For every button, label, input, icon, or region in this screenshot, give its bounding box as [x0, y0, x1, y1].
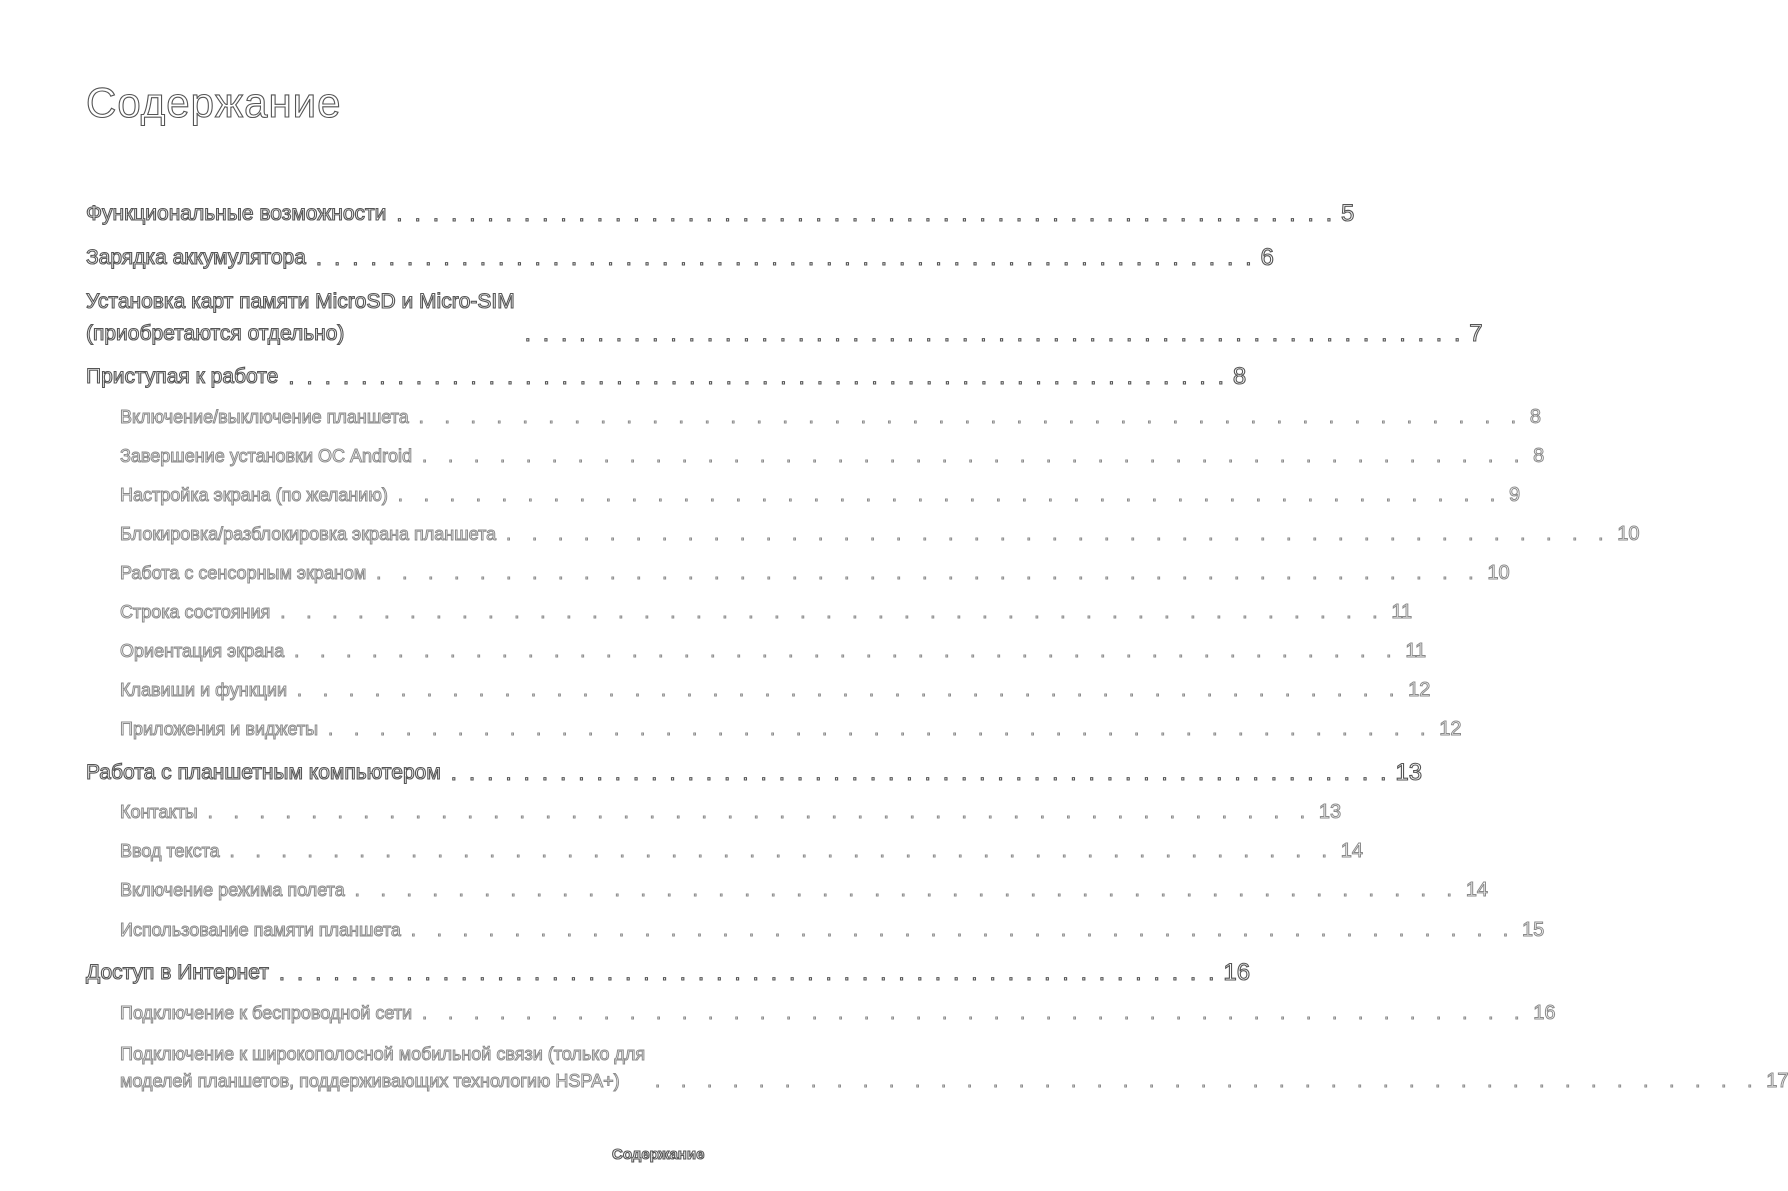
toc-entry-text-input[interactable]: [120, 839, 1364, 863]
leader-dots: . . . . . . . . . . . . . . . . . . . . . . . . . . . . . . . . . . . . . . . . . . .: [506, 524, 1612, 544]
toc-entry-working-with-tablet[interactable]: [86, 759, 1423, 787]
toc-entry-label: Блокировка/разблокировка экрана планшета: [120, 524, 497, 544]
toc-page-number: 8: [1529, 406, 1541, 428]
toc-entry-touchscreen[interactable]: [120, 561, 1510, 585]
toc-entry-airplane-mode[interactable]: [120, 878, 1489, 902]
toc-page-number: 11: [1405, 640, 1427, 662]
toc-page-number: 13: [1395, 759, 1423, 786]
toc-entry-label: Ориентация экрана: [120, 641, 285, 661]
toc-entry-label: Работа с планшетным компьютером: [86, 761, 441, 784]
leader-dots: . . . . . . . . . . . . . . . . . . . . . . . . . . . . . . . . . . . . . . . . . . .: [376, 563, 1482, 583]
toc-entry-screen-lock[interactable]: [120, 522, 1640, 546]
toc-entry-internet[interactable]: [86, 959, 1251, 987]
toc-entry-memory-usage[interactable]: [120, 918, 1545, 942]
toc-entry-wireless[interactable]: [120, 1001, 1556, 1025]
leader-dots: . . . . . . . . . . . . . . . . . . . . . . . . . . . . . . . . . . . . . . . . . . .: [297, 680, 1403, 700]
toc-entry-label-line2: (приобретаются отдельно): [86, 322, 345, 345]
toc-entry-orientation[interactable]: [120, 639, 1427, 663]
toc-page-number: 12: [1408, 679, 1431, 701]
toc-entry-label: Использование памяти планшета: [120, 920, 401, 940]
toc-entry-label: Зарядка аккумулятора: [86, 246, 306, 269]
toc-page-number: 10: [1487, 562, 1510, 584]
leader-dots: . . . . . . . . . . . . . . . . . . . . . . . . . . . . . . . . . . . . . . . . . . .: [280, 602, 1386, 622]
page-title: Содержание: [86, 79, 342, 126]
footer-section-label: Содержание: [612, 1146, 705, 1163]
toc-entry-screen-setup[interactable]: [120, 483, 1521, 507]
toc-entry-label: Функциональные возможности: [86, 202, 387, 225]
leader-dots: . . . . . . . . . . . . . . . . . . . . . . . . . . . . . . . . . . . . . . . . . . . . . . . . . . . .: [288, 364, 1227, 389]
toc-page-number: 14: [1340, 840, 1364, 862]
toc-entry-label: Клавиши и функции: [120, 680, 288, 700]
leader-dots: . . . . . . . . . . . . . . . . . . . . . . . . . . . . . . . . . . . . . . . . . . . . . . . . . . . .: [315, 245, 1255, 270]
toc-entry-getting-started[interactable]: [86, 363, 1247, 391]
toc-page-number: 8: [1533, 445, 1545, 467]
toc-page-number: 17: [1766, 1070, 1788, 1092]
toc-entry-label: Настройка экрана (по желанию): [120, 485, 388, 505]
toc-entry-label: [86, 288, 515, 348]
toc-page-number: 13: [1318, 801, 1342, 823]
leader-dots: . . . . . . . . . . . . . . . . . . . . . . . . . . . . . . . . . . . . . . . . . . .: [207, 802, 1313, 822]
leader-dots: . . . . . . . . . . . . . . . . . . . . . . . . . . . . . . . . . . . . . . . . . . . . . . . . . . . .: [524, 321, 1464, 346]
leader-dots: . . . . . . . . . . . . . . . . . . . . . . . . . . . . . . . . . . . . . . . . . . .: [422, 446, 1528, 466]
leader-dots: . . . . . . . . . . . . . . . . . . . . . . . . . . . . . . . . . . . . . . . . . . . . . . . . . . . .: [396, 201, 1335, 226]
leader-dots: . . . . . . . . . . . . . . . . . . . . . . . . . . . . . . . . . . . . . . . . . . . . . . . . . . . .: [450, 760, 1390, 785]
toc-entry-label: Приступая к работе: [86, 365, 279, 388]
leader-dots: . . . . . . . . . . . . . . . . . . . . . . . . . . . . . . . . . . . . . . . . . . .: [354, 880, 1460, 900]
toc-entry-label: Подключение к беспроводной сети: [120, 1003, 413, 1023]
toc-entry-apps-widgets[interactable]: [120, 717, 1462, 741]
leader-dots: . . . . . . . . . . . . . . . . . . . . . . . . . . . . . . . . . . . . . . . . . . .: [655, 1071, 1761, 1091]
toc-page-number: 5: [1341, 200, 1355, 227]
leader-dots: . . . . . . . . . . . . . . . . . . . . . . . . . . . . . . . . . . . . . . . . . . .: [422, 1003, 1528, 1023]
toc-entry-label: Включение режима полета: [120, 880, 345, 900]
toc-entry-label: Ввод текста: [120, 841, 220, 861]
toc-entry-label: [120, 1042, 645, 1093]
toc-entry-label: Работа с сенсорным экраном: [120, 563, 367, 583]
toc-entry-status-bar[interactable]: [120, 600, 1413, 624]
toc-entry-label: Завершение установки ОС Android: [120, 446, 413, 466]
toc-entry-label: Приложения и виджеты: [120, 719, 319, 739]
toc-page-number: 14: [1465, 879, 1489, 901]
toc-page-number: 16: [1533, 1002, 1556, 1024]
toc-entry-memory-cards[interactable]: [86, 288, 1483, 348]
leader-dots: . . . . . . . . . . . . . . . . . . . . . . . . . . . . . . . . . . . . . . . . . . .: [410, 920, 1517, 940]
leader-dots: . . . . . . . . . . . . . . . . . . . . . . . . . . . . . . . . . . . . . . . . . . .: [328, 719, 1434, 739]
toc-entry-features[interactable]: [86, 200, 1355, 228]
toc-page-number: 9: [1508, 484, 1521, 506]
toc-entry-label: Включение/выключение планшета: [120, 407, 409, 427]
leader-dots: . . . . . . . . . . . . . . . . . . . . . . . . . . . . . . . . . . . . . . . . . . .: [294, 641, 1400, 661]
toc-entry-label-line1: Подключение к широкополосной мобильной связи (только для: [120, 1044, 646, 1064]
toc-entry-label-line1: Установка карт памяти MicroSD и Micro-SIM: [86, 290, 515, 313]
leader-dots: . . . . . . . . . . . . . . . . . . . . . . . . . . . . . . . . . . . . . . . . . . .: [229, 841, 1335, 861]
leader-dots: . . . . . . . . . . . . . . . . . . . . . . . . . . . . . . . . . . . . . . . . . . .: [418, 407, 1524, 427]
toc-entry-label: Доступ в Интернет: [86, 961, 269, 984]
toc-page-number: 7: [1469, 320, 1483, 347]
toc-entry-label: Строка состояния: [120, 602, 271, 622]
toc-entry-charging[interactable]: [86, 244, 1274, 272]
toc-entry-android-setup[interactable]: [120, 444, 1545, 468]
leader-dots: . . . . . . . . . . . . . . . . . . . . . . . . . . . . . . . . . . . . . . . . . . . . . . . . . . . .: [278, 960, 1218, 985]
toc-entry-power[interactable]: [120, 405, 1541, 429]
leader-dots: . . . . . . . . . . . . . . . . . . . . . . . . . . . . . . . . . . . . . . . . . . .: [397, 485, 1503, 505]
toc-page-number: 15: [1522, 919, 1545, 941]
toc-entry-contacts[interactable]: [120, 800, 1342, 824]
toc-entry-label-line2: моделей планшетов, поддерживающих технологию HSPA+): [120, 1071, 620, 1091]
toc-entry-broadband[interactable]: [120, 1042, 1788, 1093]
toc-page-number: 16: [1223, 959, 1251, 986]
toc-page-number: 11: [1391, 601, 1413, 623]
toc-page-number: 12: [1439, 718, 1462, 740]
toc-entry-keys[interactable]: [120, 678, 1431, 702]
toc-entry-label: Контакты: [120, 802, 198, 822]
toc-page-number: 8: [1232, 363, 1247, 390]
toc-page-number: 10: [1617, 523, 1640, 545]
toc-page-number: 6: [1260, 244, 1274, 271]
